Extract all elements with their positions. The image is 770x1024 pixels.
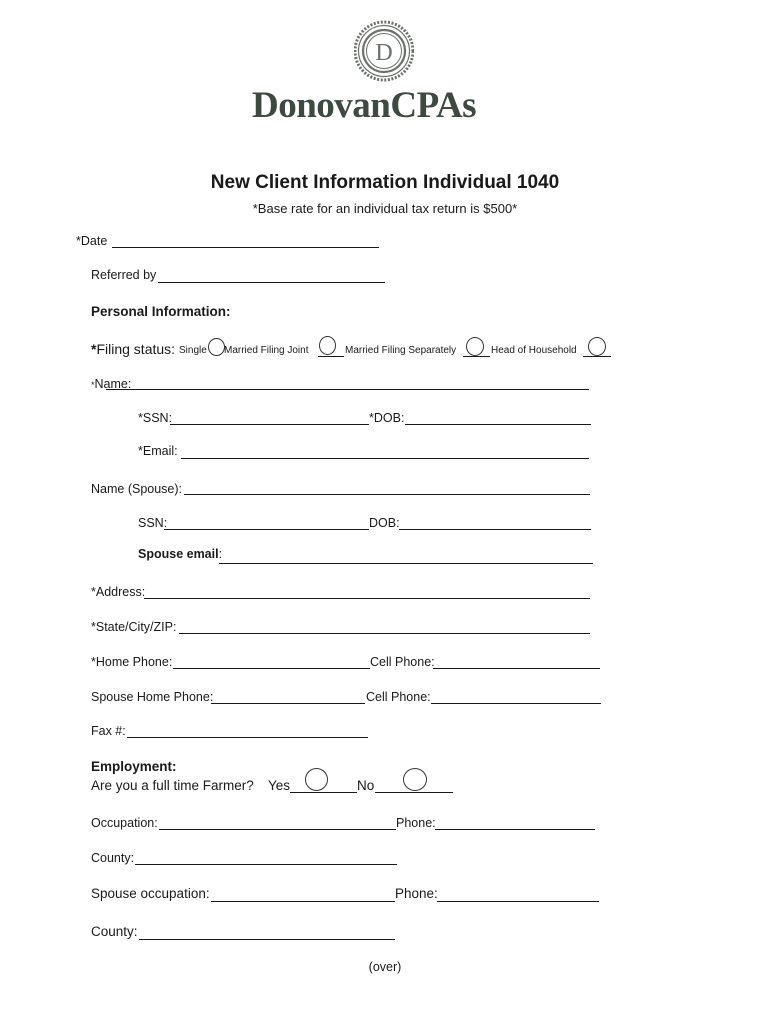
spouse-email-label (138, 547, 222, 561)
form-title: New Client Information Individual 1040 (210, 172, 560, 193)
farmer-yes-line (290, 792, 357, 793)
occupation-field[interactable] (159, 829, 396, 830)
spouse-ssn-label: SSN: (138, 516, 168, 530)
married-joint-radio[interactable] (319, 336, 336, 355)
farmer-no-radio[interactable] (403, 768, 427, 791)
county-field[interactable] (135, 864, 397, 865)
employment-heading: Employment: (91, 759, 177, 774)
dob-label: *DOB: (369, 411, 405, 425)
farmer-question: Are you a full time Farmer? (91, 778, 254, 793)
home-phone-field[interactable] (173, 668, 370, 669)
head-household-line (583, 356, 611, 357)
spouse-name-label: Name (Spouse): (91, 482, 183, 496)
personal-info-heading: Personal Information: (91, 304, 231, 319)
filing-status-text: Filing status: (96, 341, 176, 357)
email-field[interactable] (181, 458, 589, 459)
email-label: *Email: (138, 444, 178, 458)
spouse-county-label: County: (91, 924, 138, 939)
spouse-ssn-field[interactable] (164, 529, 369, 530)
state-city-zip-label: *State/City/ZIP: (91, 620, 177, 634)
occupation-phone-field[interactable] (435, 829, 595, 830)
spouse-email-field[interactable] (219, 563, 593, 564)
married-separately-line (463, 356, 490, 357)
seal-letter: D (375, 40, 393, 66)
over-note: (over) (368, 960, 402, 974)
logo-seal (354, 18, 414, 84)
spouse-occupation-phone-label: Phone: (395, 886, 438, 901)
spouse-cell-phone-field[interactable] (431, 703, 601, 704)
spouse-dob-label: DOB: (369, 516, 400, 530)
address-field[interactable] (144, 598, 590, 599)
ssn-field[interactable] (170, 424, 369, 425)
ssn-label: *SSN: (138, 411, 173, 425)
farmer-no-line (375, 792, 453, 793)
filing-option-head-household: Head of Household (491, 345, 577, 356)
spouse-email-colon: : (218, 547, 223, 561)
cell-phone-label: Cell Phone: (370, 655, 435, 669)
spouse-home-phone-label: Spouse Home Phone: (91, 690, 214, 704)
filing-option-married-separately: Married Filing Separately (345, 345, 457, 356)
form-subtitle: *Base rate for an individual tax return is $500* (252, 201, 518, 216)
spouse-occupation-label: Spouse occupation: (91, 886, 210, 901)
spouse-email-text: Spouse email (138, 547, 219, 561)
date-field[interactable] (112, 247, 379, 248)
married-separately-radio[interactable] (466, 337, 484, 356)
single-radio[interactable] (208, 338, 225, 356)
cell-phone-field[interactable] (433, 668, 600, 669)
fax-label: Fax #: (91, 724, 126, 738)
filing-option-single: Single (179, 345, 207, 356)
farmer-no-label: No (357, 778, 375, 793)
spouse-occupation-phone-field[interactable] (437, 901, 599, 902)
spouse-home-phone-field[interactable] (211, 703, 365, 704)
head-household-radio[interactable] (588, 337, 606, 356)
referred-by-field[interactable] (158, 282, 385, 283)
logo-wordmark (252, 84, 522, 126)
spouse-cell-phone-label: Cell Phone: (366, 690, 431, 704)
farmer-yes-label: Yes (268, 778, 291, 793)
home-phone-label: *Home Phone: (91, 655, 173, 669)
married-joint-line (318, 356, 344, 357)
name-required-mark: * (91, 380, 95, 390)
required-mark: * (91, 341, 97, 357)
name-field[interactable] (106, 389, 589, 390)
county-label: County: (91, 851, 135, 865)
farmer-yes-radio[interactable] (305, 768, 328, 791)
state-city-zip-field[interactable] (179, 633, 590, 634)
dob-field[interactable] (405, 424, 591, 425)
filing-status-label (91, 341, 175, 357)
filing-option-married-joint: Married Filing Joint (224, 345, 309, 356)
occupation-label: Occupation: (91, 816, 158, 830)
date-label: *Date (76, 234, 108, 248)
spouse-occupation-field[interactable] (211, 901, 395, 902)
spouse-name-field[interactable] (184, 494, 590, 495)
brand-sub: CPAs (390, 85, 477, 126)
occupation-phone-label: Phone: (396, 816, 436, 830)
spouse-dob-field[interactable] (399, 529, 591, 530)
fax-field[interactable] (127, 737, 368, 738)
spouse-county-field[interactable] (139, 939, 395, 940)
referred-by-label: Referred by (91, 268, 157, 282)
name-label-text: Name: (94, 377, 132, 391)
brand-main: Donovan (252, 85, 391, 126)
address-label: *Address: (91, 585, 146, 599)
